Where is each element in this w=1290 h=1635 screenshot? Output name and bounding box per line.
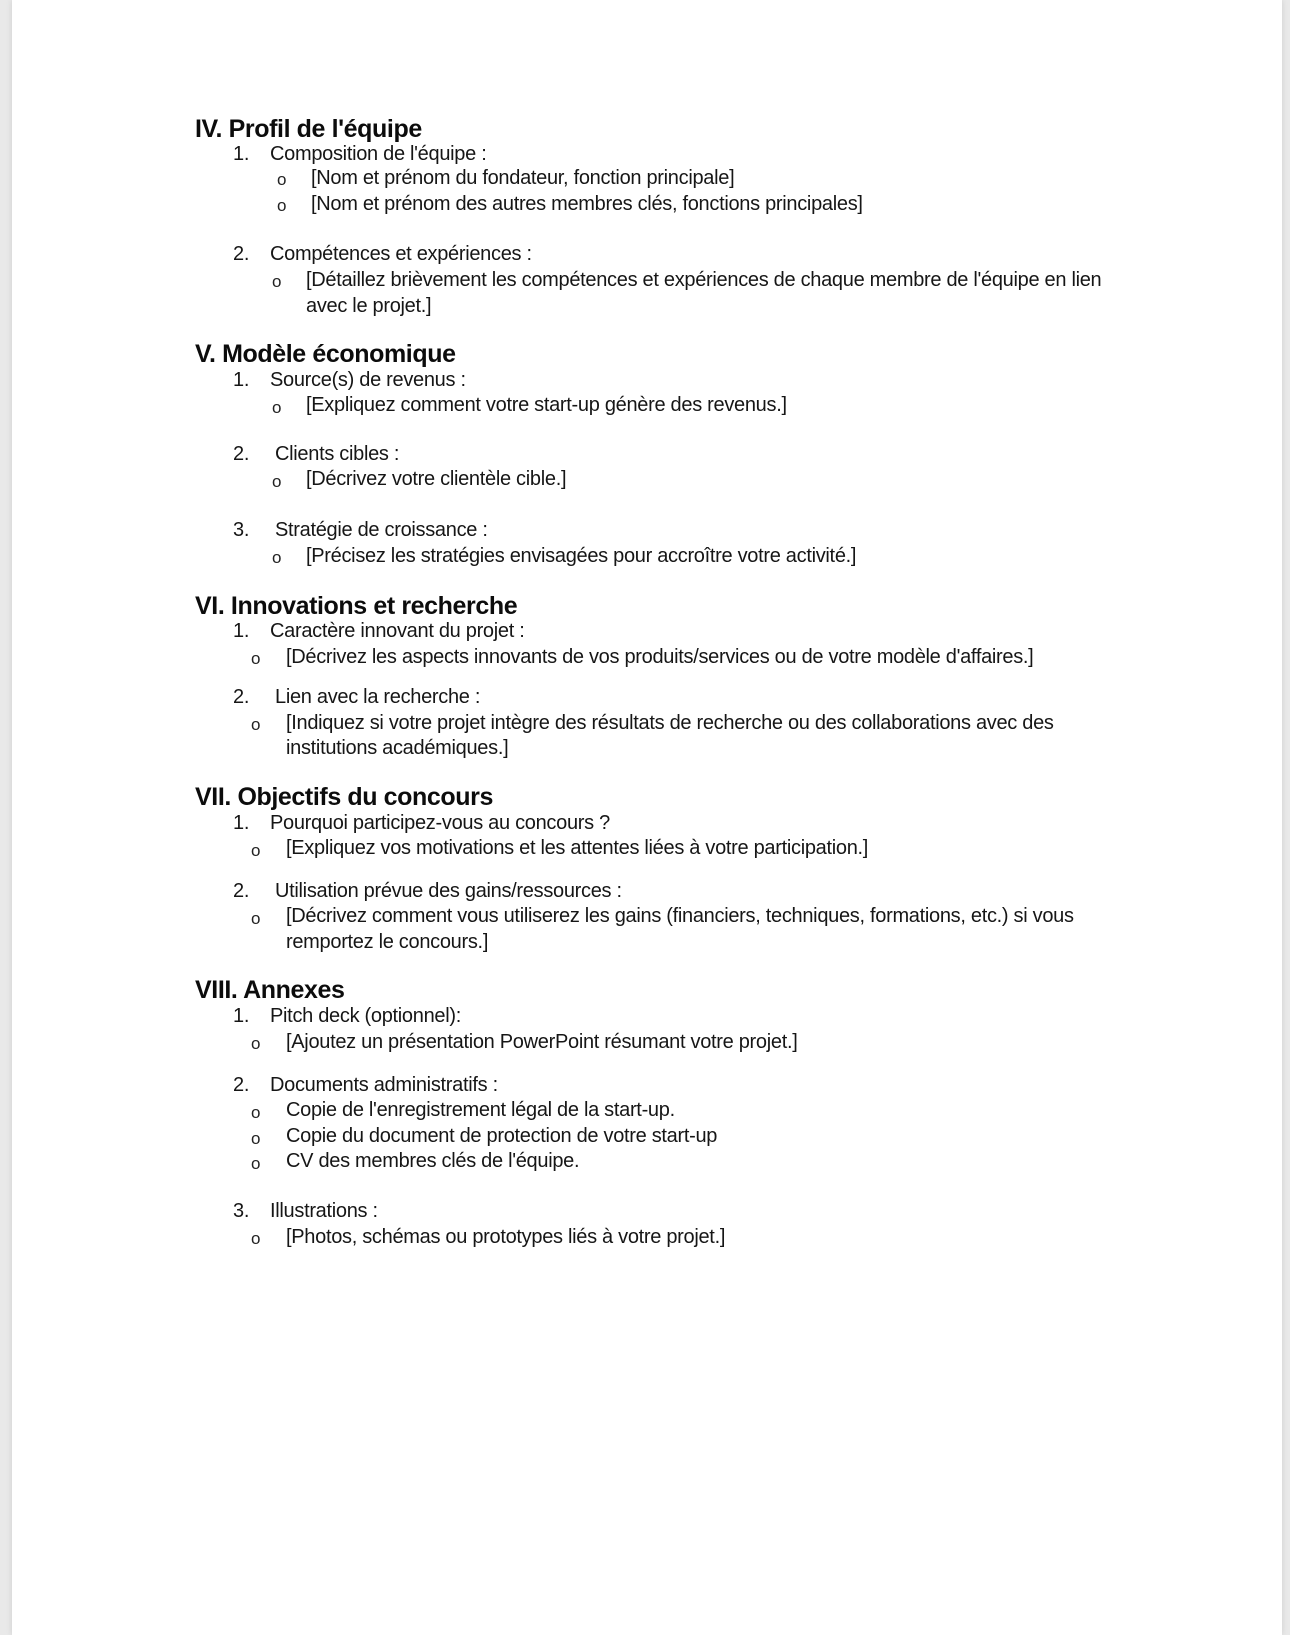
bullet-text: [Expliquez vos motivations et les attentes liées à votre participation.]: [286, 837, 869, 859]
item-label: Illustrations :: [270, 1200, 378, 1222]
section-heading: VII. Objectifs du concours: [195, 783, 493, 811]
item-label: Pitch deck (optionnel):: [270, 1005, 461, 1027]
item-label: Source(s) de revenus :: [270, 369, 466, 391]
item-number: 1.: [233, 812, 250, 834]
bullet-marker: o: [251, 715, 261, 734]
bullet-text: [Ajoutez un présentation PowerPoint résumant votre projet.]: [286, 1031, 798, 1053]
bullet-text-continuation: remportez le concours.]: [286, 931, 489, 953]
bullet-marker: o: [272, 398, 282, 417]
item-label: Lien avec la recherche :: [275, 686, 481, 708]
item-number: 3.: [233, 1200, 250, 1222]
item-number: 2.: [233, 243, 250, 265]
bullet-marker: o: [277, 196, 287, 215]
section-heading: IV. Profil de l'équipe: [195, 115, 422, 143]
item-label: Utilisation prévue des gains/ressources :: [275, 880, 622, 902]
item-number: 2.: [233, 443, 250, 465]
item-label: Composition de l'équipe :: [270, 143, 487, 165]
bullet-marker: o: [251, 1129, 261, 1148]
item-number: 1.: [233, 1005, 250, 1027]
bullet-text: Copie de l'enregistrement légal de la start-up.: [286, 1099, 675, 1121]
section-heading: VI. Innovations et recherche: [195, 592, 518, 620]
bullet-marker: o: [251, 1034, 261, 1053]
bullet-text-continuation: institutions académiques.]: [286, 737, 509, 759]
bullet-text: [Indiquez si votre projet intègre des résultats de recherche ou des collaborations avec des: [286, 712, 1054, 734]
item-number: 3.: [233, 519, 250, 541]
bullet-text: [Décrivez votre clientèle cible.]: [306, 468, 567, 490]
bullet-marker: o: [272, 272, 282, 291]
item-label: Stratégie de croissance :: [275, 519, 488, 541]
bullet-text: [Décrivez comment vous utiliserez les gains (financiers, techniques, formations, etc.) si vous: [286, 905, 1074, 927]
bullet-marker: o: [251, 1103, 261, 1122]
bullet-marker: o: [251, 1154, 261, 1173]
item-number: 1.: [233, 143, 250, 165]
bullet-marker: o: [251, 909, 261, 928]
bullet-marker: o: [251, 841, 261, 860]
bullet-text: [Expliquez comment votre start-up génère des revenus.]: [306, 394, 787, 416]
item-label: Caractère innovant du projet :: [270, 620, 525, 642]
bullet-text: CV des membres clés de l'équipe.: [286, 1150, 580, 1172]
bullet-text: Copie du document de protection de votre start-up: [286, 1125, 718, 1147]
section-heading: V. Modèle économique: [195, 340, 456, 368]
item-number: 1.: [233, 620, 250, 642]
item-label: Documents administratifs :: [270, 1074, 498, 1096]
document-page: [12, 0, 1282, 1635]
bullet-text: [Nom et prénom des autres membres clés, fonctions principales]: [311, 193, 863, 215]
item-label: Clients cibles :: [275, 443, 400, 465]
item-number: 1.: [233, 369, 250, 391]
item-label: Compétences et expériences :: [270, 243, 532, 265]
section-heading: VIII. Annexes: [195, 976, 345, 1004]
bullet-marker: o: [251, 649, 261, 668]
item-label: Pourquoi participez-vous au concours ?: [270, 812, 610, 834]
item-number: 2.: [233, 880, 250, 902]
bullet-text: [Photos, schémas ou prototypes liés à votre projet.]: [286, 1226, 726, 1248]
item-number: 2.: [233, 686, 250, 708]
bullet-marker: o: [251, 1229, 261, 1248]
item-number: 2.: [233, 1074, 250, 1096]
bullet-text: [Détaillez brièvement les compétences et expériences de chaque membre de l'équipe en lien: [306, 269, 1102, 291]
bullet-marker: o: [272, 472, 282, 491]
bullet-marker: o: [272, 548, 282, 567]
bullet-text-continuation: avec le projet.]: [306, 295, 432, 317]
bullet-text: [Nom et prénom du fondateur, fonction principale]: [311, 167, 735, 189]
bullet-text: [Décrivez les aspects innovants de vos produits/services ou de votre modèle d'affaires.]: [286, 646, 1034, 668]
bullet-marker: o: [277, 170, 287, 189]
bullet-text: [Précisez les stratégies envisagées pour accroître votre activité.]: [306, 545, 857, 567]
